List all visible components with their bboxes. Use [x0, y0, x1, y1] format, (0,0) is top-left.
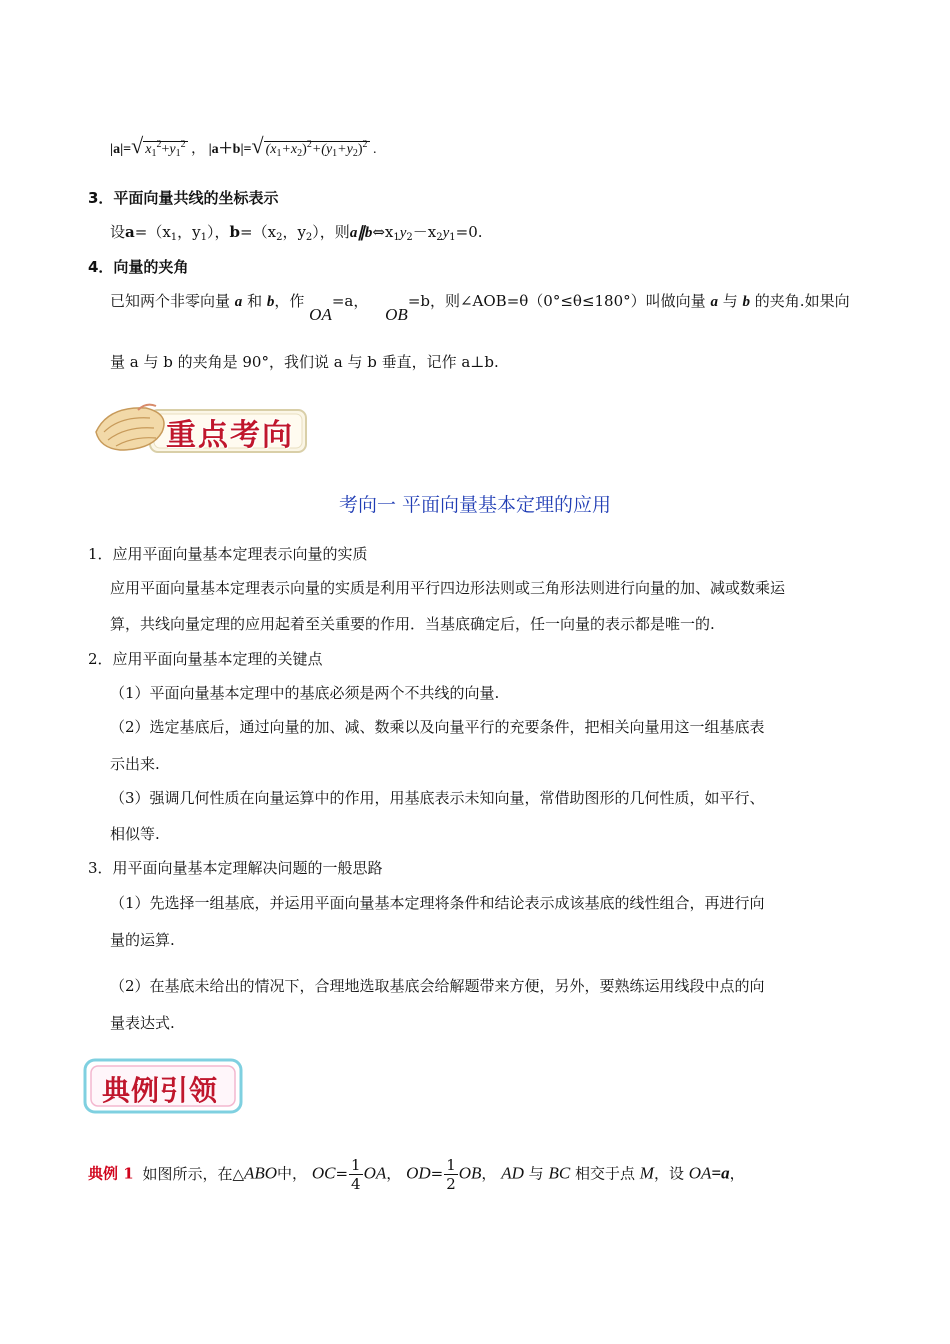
topic-p2-title: 2．应用平面向量基本定理的关键点	[88, 650, 323, 668]
vector-OA: OA	[309, 305, 332, 324]
section-3-body: 设$a=(x_1$，$y_1$），$b=(x_2$，$y_2$），则$a\parallel b\Leftrightarrow x_1y_2-x_2y_1=0$.	[110, 223, 483, 243]
topic-p3-title: 3．用平面向量基本定理解决问题的一般思路	[88, 859, 383, 877]
topic-p2-line-4: （3）强调几何性质在向量运算中的作用，用基底表示未知向量，常借助图形的几何性质，如平行、	[110, 789, 765, 807]
section-3-title: 3．平面向量共线的坐标表示	[88, 189, 279, 207]
topic-p3-line-4: 量表达式.	[110, 1014, 175, 1032]
topic-p2-line-5: 相似等.	[110, 825, 160, 843]
fraction-one-half: $\frac{1}{2}$	[446, 1156, 456, 1193]
topic-p2-line-2: （2）选定基底后，通过向量的加、减、数乘以及向量平行的充要条件，把相关向量用这一组基底表	[110, 718, 765, 736]
vector-OA-2: OA	[688, 1163, 712, 1183]
section-4-title: 4．向量的夹角	[88, 258, 189, 276]
sqrt-symbol-1: √	[131, 133, 144, 158]
key-topics-banner-text: 重点考向	[166, 418, 294, 453]
topic-p1-title: 1．应用平面向量基本定理表示向量的实质	[88, 545, 368, 563]
fraction-one-quarter: $\frac{1}{4}$	[351, 1156, 361, 1193]
abs-a-label: |a|=	[110, 142, 132, 157]
vector-OC: OC	[311, 1163, 336, 1183]
key-topics-banner	[90, 398, 310, 460]
example-1-label: 典例 1	[88, 1164, 134, 1183]
topic-p2-line-1: （1）平面向量基本定理中的基底必须是两个不共线的向量.	[110, 684, 500, 702]
topic-p3-line-2: 量的运算.	[110, 931, 175, 949]
topic-p2-line-3: 示出来.	[110, 755, 160, 773]
vector-OD: OD	[406, 1163, 431, 1183]
sqrt1-radicand: $x_1^2+y_1^2$	[145, 139, 186, 159]
topic-p1-line-1: 应用平面向量基本定理表示向量的实质是利用平行四边形法则或三角形法则进行向量的加、减或数乘运	[110, 579, 786, 597]
example-1-line: 典例 1 如图所示，在△ABO中， OC= $\frac{1}{4}$ OA， OD= $\frac{1}{2}$ OB， AD 与 BC 相交于点 M，设 OA=a，	[88, 1156, 745, 1193]
sqrt2-radicand: $(x_1+x_2)^2+(y_1+y_2)^2$	[265, 139, 368, 159]
sqrt-symbol-2: √	[251, 133, 264, 158]
topic-p3-line-3: （2）在基底未给出的情况下，合理地选取基底会给解题带来方便，另外，要熟练运用线段中点的向	[110, 977, 765, 995]
section-4-line-1: 已知两个非零向量 a 和 b，作 OA=a， OB=b，则∠AOB=θ（0°≤θ≤180°）叫做向量 a 与 b 的夹角.如果向	[110, 292, 850, 324]
topic-title: 考向一 平面向量基本定理的应用	[338, 494, 612, 516]
section-4-line-2: 量 a 与 b 的夹角是 90°，我们说 a 与 b 垂直，记作 a⊥b.	[110, 353, 499, 371]
magnitude-formula-line: |a|=√ $x_1^2+y_1^2$ ， |a＋b|=√ $(x_1+x_2)^2+(y_1+y_2)^2$ .	[110, 133, 377, 159]
topic-p3-line-1: （1）先选择一组基底，并运用平面向量基本定理将条件和结论表示成该基底的线性组合，再进行向	[110, 894, 765, 912]
example-banner	[82, 1057, 244, 1115]
vector-OB: OB	[385, 305, 408, 324]
abs-a-plus-b-label: |a＋b|=	[208, 142, 252, 157]
example-banner-text: 典例引领	[102, 1074, 219, 1107]
topic-p1-line-2: 算，共线向量定理的应用起着至关重要的作用．当基底确定后，任一向量的表示都是唯一的.	[110, 615, 715, 633]
